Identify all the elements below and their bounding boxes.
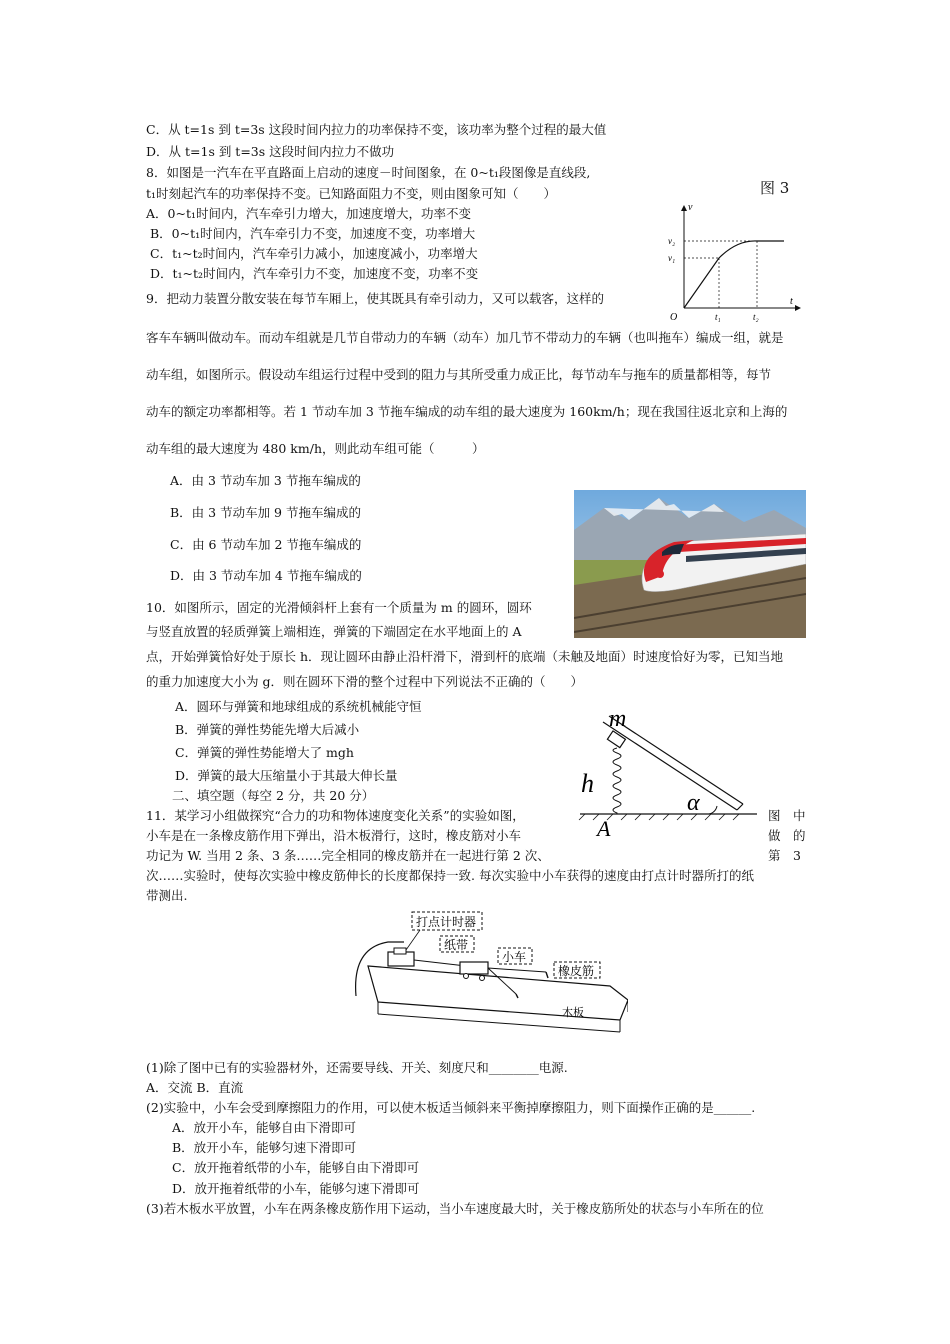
q9-stem-3: 动车组，如图所示。假设动车组运行过程中受到的阻力与其所受重力成正比，每节动车与拖车的质量都相等，每节 <box>146 367 772 382</box>
v2-label: v₂ <box>668 236 676 246</box>
q9-option-d: D．由 3 节动车加 4 节拖车编成的 <box>170 568 362 583</box>
q11-stem-5: 带测出. <box>146 888 188 903</box>
q11-stem-3b: 第 3 <box>768 848 801 863</box>
angle-alpha-label: α <box>687 790 700 816</box>
spring <box>613 748 621 814</box>
mass-label: m <box>609 706 627 732</box>
band-label: 橡皮筋 <box>558 964 595 978</box>
point-a-label: A <box>597 816 611 840</box>
q8-stem-1: 8．如图是一汽车在平直路面上启动的速度－时间图象，在 0~t₁段图像是直线段, <box>146 165 591 180</box>
q10-stem-1: 10．如图所示，固定的光滑倾斜杆上套有一个质量为 m 的圆环，圆环 <box>146 600 532 615</box>
figure-3-label: 图 3 <box>760 179 790 197</box>
q9-option-b: B．由 3 节动车加 9 节拖车编成的 <box>170 505 361 520</box>
q11-stem-2a: 小车是在一条橡皮筋作用下弹出，沿木板滑行，这时，橡皮筋对小车 <box>146 828 522 843</box>
q10-stem-2: 与竖直放置的轻质弹簧上端相连，弹簧的下端固定在水平地面上的 A <box>146 624 522 639</box>
board-label: 木板 <box>562 1007 584 1019</box>
velocity-time-graph <box>662 198 812 324</box>
q11-part-1: (1)除了图中已有的实验器材外，还需要导线、开关、刻度尺和________电源. <box>146 1060 568 1075</box>
q8-stem-2: t₁时刻起汽车的功率保持不变。已知路面阻力不变，则由图象可知（ ） <box>146 186 557 201</box>
q8-option-c: C．t₁~t₂时间内，汽车牵引力减小，加速度减小，功率增大 <box>150 246 478 261</box>
q11-part-1-options: A．交流 B．直流 <box>146 1080 244 1095</box>
t2-label: t₂ <box>753 312 759 322</box>
q11-part-3: (3)若木板水平放置，小车在两条橡皮筋作用下运动，当小车速度最大时，关于橡皮筋所处的状态与小车所在的位 <box>146 1201 764 1216</box>
tape-label: 纸带 <box>444 938 469 952</box>
q9-stem-1: 9．把动力装置分散安装在每节车厢上，使其既具有牵引动力，又可以载客，这样的 <box>146 291 604 306</box>
paper-tape <box>414 960 466 966</box>
q7-option-d: D．从 t=1s 到 t=3s 这段时间内拉力不做功 <box>146 144 395 159</box>
q8-option-b: B．0~t₁时间内，汽车牵引力不变，加速度不变，功率增大 <box>150 226 476 241</box>
q7-option-c: C．从 t=1s 到 t=3s 这段时间内拉力的功率保持不变，该功率为整个过程的最大值 <box>146 122 607 137</box>
q10-stem-3: 点，开始弹簧恰好处于原长 h．现让圆环由静止沿杆滑下，滑到杆的底端（未触及地面）时速度恰好为零，已知当地 <box>146 649 784 664</box>
q10-option-c: C．弹簧的弹性势能增大了 mgh <box>175 745 354 760</box>
origin-label: O <box>670 312 678 323</box>
q11-part-2-option-c: C．放开拖着纸带的小车，能够自由下滑即可 <box>172 1160 420 1175</box>
timer-label: 打点计时器 <box>416 915 477 929</box>
q9-stem-2: 客车车辆叫做动车。而动车组就是几节自带动力的车辆（动车）加几节不带动力的车辆（也叫拖车）编成一组，就是 <box>146 330 784 345</box>
q11-stem-2b: 做 的 <box>768 828 806 843</box>
q11-stem-1a: 11．某学习小组做探究“合力的功和物体速度变化关系”的实验如图， <box>146 808 525 823</box>
inclined-rod <box>603 722 737 810</box>
q9-stem-5: 动车组的最大速度为 480 km/h，则此动车组可能（ ） <box>146 441 485 456</box>
section-2-heading: 二、填空题（每空 2 分，共 20 分） <box>172 788 375 803</box>
q11-stem-3a: 功记为 W. 当用 2 条、3 条……完全相同的橡皮筋并在一起进行第 2 次、 <box>146 848 550 863</box>
q8-option-a: A．0~t₁时间内，汽车牵引力增大，加速度增大，功率不变 <box>146 206 471 221</box>
q11-part-2: (2)实验中，小车会受到摩擦阻力的作用，可以使木板适当倾斜来平衡掉摩擦阻力，则下面操作正确的是______. <box>146 1100 756 1115</box>
train-photo <box>574 490 806 638</box>
q9-stem-4: 动车的额定功率都相等。若 1 节动车加 3 节拖车编成的动车组的最大速度为 160km/h；现在我国往返北京和上海的 <box>146 404 788 419</box>
velocity-curve <box>684 241 784 308</box>
q10-stem-4: 的重力加速度大小为 g．则在圆环下滑的整个过程中下列说法不正确的（ ） <box>146 674 583 689</box>
q10-option-d: D．弹簧的最大压缩量小于其最大伸长量 <box>175 768 398 783</box>
cart-label: 小车 <box>502 950 527 964</box>
q8-option-d: D．t₁~t₂时间内，汽车牵引力不变，加速度不变，功率不变 <box>150 266 479 281</box>
q9-option-a: A．由 3 节动车加 3 节拖车编成的 <box>170 473 361 488</box>
q11-part-2-option-b: B．放开小车，能够匀速下滑即可 <box>172 1140 357 1155</box>
q10-option-a: A．圆环与弹簧和地球组成的系统机械能守恒 <box>175 699 422 714</box>
experiment-apparatus-figure <box>348 908 628 1033</box>
height-label: h <box>581 769 594 798</box>
q9-option-c: C．由 6 节动车加 2 节拖车编成的 <box>170 537 362 552</box>
t1-label: t₁ <box>715 312 721 322</box>
cart <box>460 962 488 974</box>
q10-option-b: B．弹簧的弹性势能先增大后减小 <box>175 722 360 737</box>
q11-stem-1b: 图 中 <box>768 808 806 823</box>
q11-part-2-option-d: D．放开拖着纸带的小车，能够匀速下滑即可 <box>172 1181 420 1196</box>
v-axis-label: v <box>688 202 693 213</box>
t-axis-label: t <box>790 296 793 307</box>
rubber-band <box>488 968 546 994</box>
v1-label: v₁ <box>668 253 676 263</box>
ring <box>607 731 625 748</box>
incline-spring-figure <box>575 700 760 840</box>
q11-stem-4: 次……实验时，使每次实验中橡皮筋伸长的长度都保持一致. 每次实验中小车获得的速度由打点计时器所打的纸 <box>146 868 754 883</box>
q11-part-2-option-a: A．放开小车，能够自由下滑即可 <box>172 1120 357 1135</box>
